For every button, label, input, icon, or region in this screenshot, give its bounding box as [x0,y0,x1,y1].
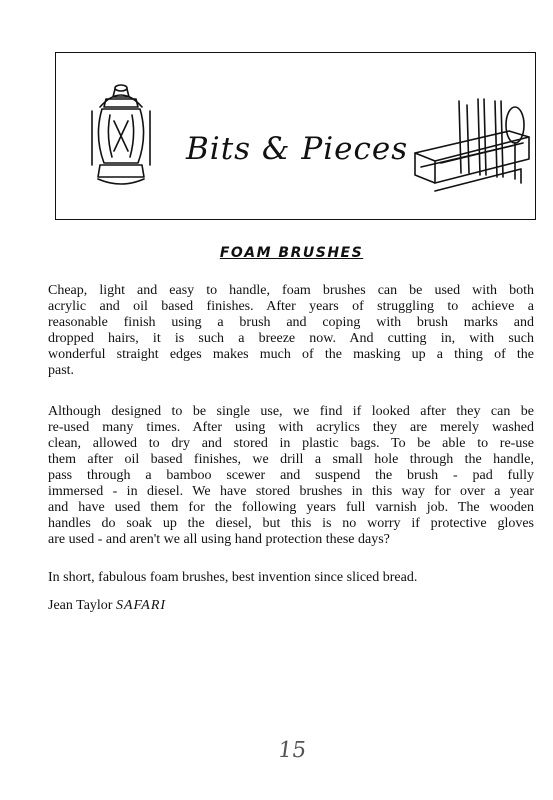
text-line: them after oil based finishes, we drill a small hole through the handle, [48,452,534,467]
text-line: immersed - in diesel. We have stored brushes in this way for over a year [48,484,534,499]
author-name: Jean Taylor [48,598,113,613]
paragraph-1 [48,283,534,379]
header-banner [55,52,536,220]
text-line: past. [48,363,75,378]
text-line: Cheap, light and easy to handle, foam brushes can be used with both [48,283,534,298]
text-line: handles do soak up the diesel, but this is no worry if protective gloves [48,516,534,531]
boat-name: SAFARI [115,598,167,613]
text-line: clean, allowed to dry and stored in plastic bags. To be able to re-use [48,436,534,451]
brush-rack-icon [411,93,531,213]
banner-title: Bits & Pieces [186,131,409,167]
text-line: reasonable finish using a brush and coping with brush marks and [48,315,534,330]
text-line: pass through a bamboo scewer and suspend the brush - pad fully [48,468,534,483]
text-line: re-used many times. After using with acrylics they are merely washed [48,420,534,435]
text-line: and have used them for the following years full varnish job. The wooden [48,500,534,515]
text-line: acrylic and oil based finishes. After years of struggling to achieve a [48,299,534,314]
text-line: Although designed to be single use, we find if looked after they can be [48,404,534,419]
article-title: FOAM BRUSHES [219,245,364,261]
lantern-icon [86,81,156,193]
paragraph-2 [48,404,534,548]
text-line: In short, fabulous foam brushes, best invention since sliced bread. [48,570,418,585]
page-number: 15 [276,738,308,763]
paragraph-3 [48,570,534,586]
text-line: dropped hairs, it is such a breeze now. And cutting in, with such [48,331,534,346]
text-line: wonderful straight edges makes much of the masking up a thing of the [48,347,534,362]
signature [48,598,166,614]
text-line: are used - and aren't we all using hand protection these days? [48,532,390,547]
